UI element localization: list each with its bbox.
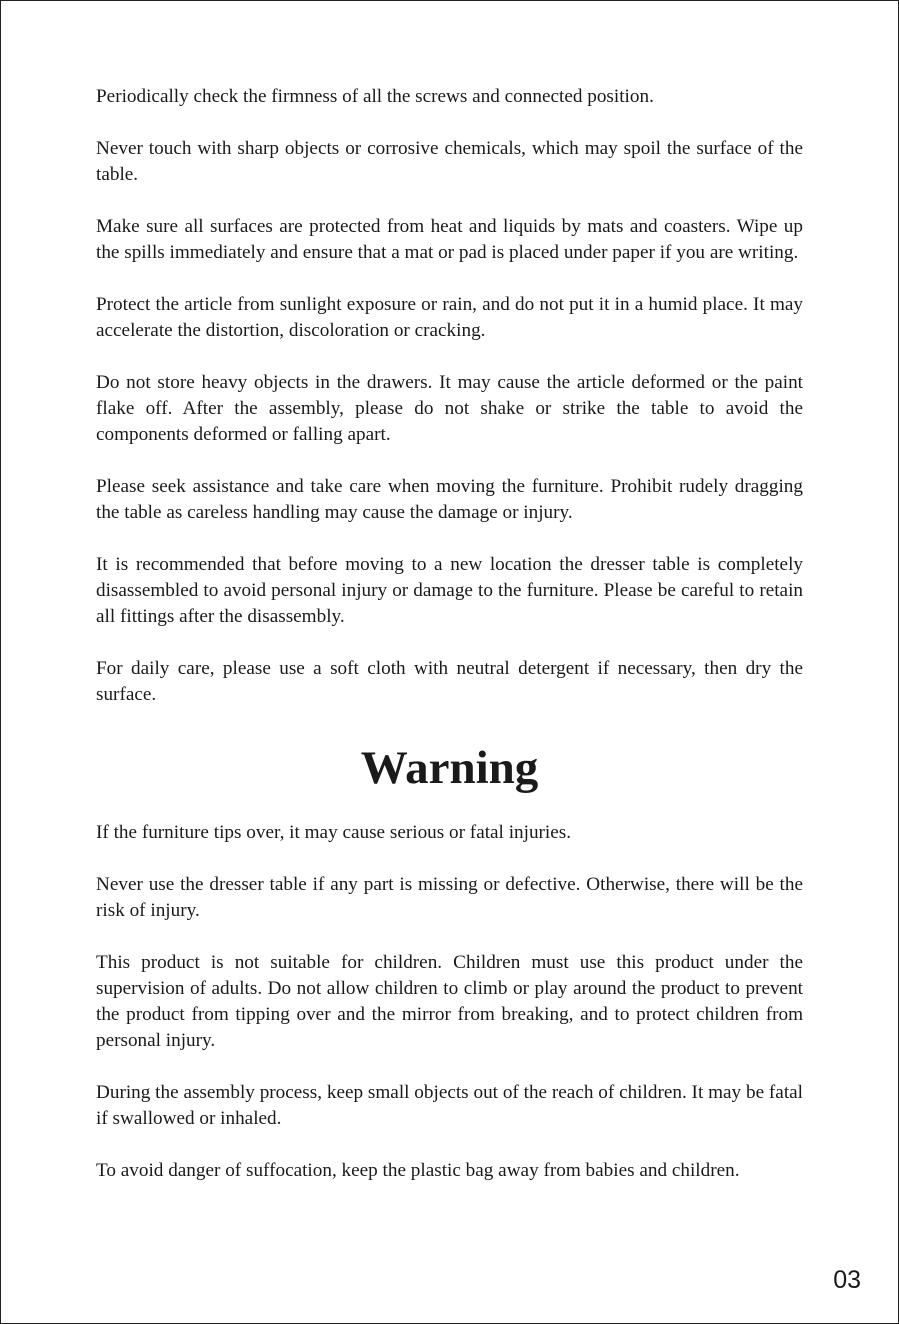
care-paragraph-moving: Please seek assistance and take care when moving the furniture. Prohibit rudely dragging the table as careless handling may cause the damage or injury. bbox=[96, 476, 803, 523]
care-paragraph-heat-liquids: Make sure all surfaces are protected from heat and liquids by mats and coasters. Wipe up the spills immediately and ensure that a mat or pad is placed under paper if you are writing. bbox=[96, 216, 803, 263]
warning-paragraph-tip-over: If the furniture tips over, it may cause serious or fatal injuries. bbox=[96, 822, 572, 843]
warning-paragraph-missing-parts: Never use the dresser table if any part is missing or defective. Otherwise, there will be the risk of injury. bbox=[96, 874, 803, 921]
care-paragraph-daily-care: For daily care, please use a soft cloth with neutral detergent if necessary, then dry the surface. bbox=[96, 658, 803, 705]
page-content bbox=[96, 84, 803, 1210]
warning-paragraph-small-objects: During the assembly process, keep small objects out of the reach of children. It may be fatal if swallowed or inhaled. bbox=[96, 1082, 803, 1129]
care-paragraph-disassembly: It is recommended that before moving to a new location the dresser table is completely disassembled to avoid personal injury or damage to the furniture. Please be careful to retain all fittings after the disassembly. bbox=[96, 554, 803, 627]
care-paragraph-sharp-objects: Never touch with sharp objects or corrosive chemicals, which may spoil the surface of the table. bbox=[96, 138, 803, 185]
page-number: 03 bbox=[833, 1266, 861, 1294]
care-paragraph-sunlight: Protect the article from sunlight exposure or rain, and do not put it in a humid place. It may accelerate the distortion, discoloration or cracking. bbox=[96, 294, 803, 341]
warning-paragraph-children: This product is not suitable for children. Children must use this product under the supervision of adults. Do not allow children to climb or play around the product to prevent the product from tipping over and the mirror from breaking, and to protect children from personal injury. bbox=[96, 952, 803, 1051]
care-paragraph-heavy-objects: Do not store heavy objects in the drawers. It may cause the article deformed or the paint flake off. After the assembly, please do not shake or strike the table to avoid the components deformed or falling apart. bbox=[96, 372, 803, 445]
warning-heading: Warning bbox=[360, 742, 539, 794]
warning-paragraph-suffocation: To avoid danger of suffocation, keep the plastic bag away from babies and children. bbox=[96, 1160, 740, 1181]
care-paragraph-check-screws: Periodically check the firmness of all the screws and connected position. bbox=[96, 86, 654, 107]
